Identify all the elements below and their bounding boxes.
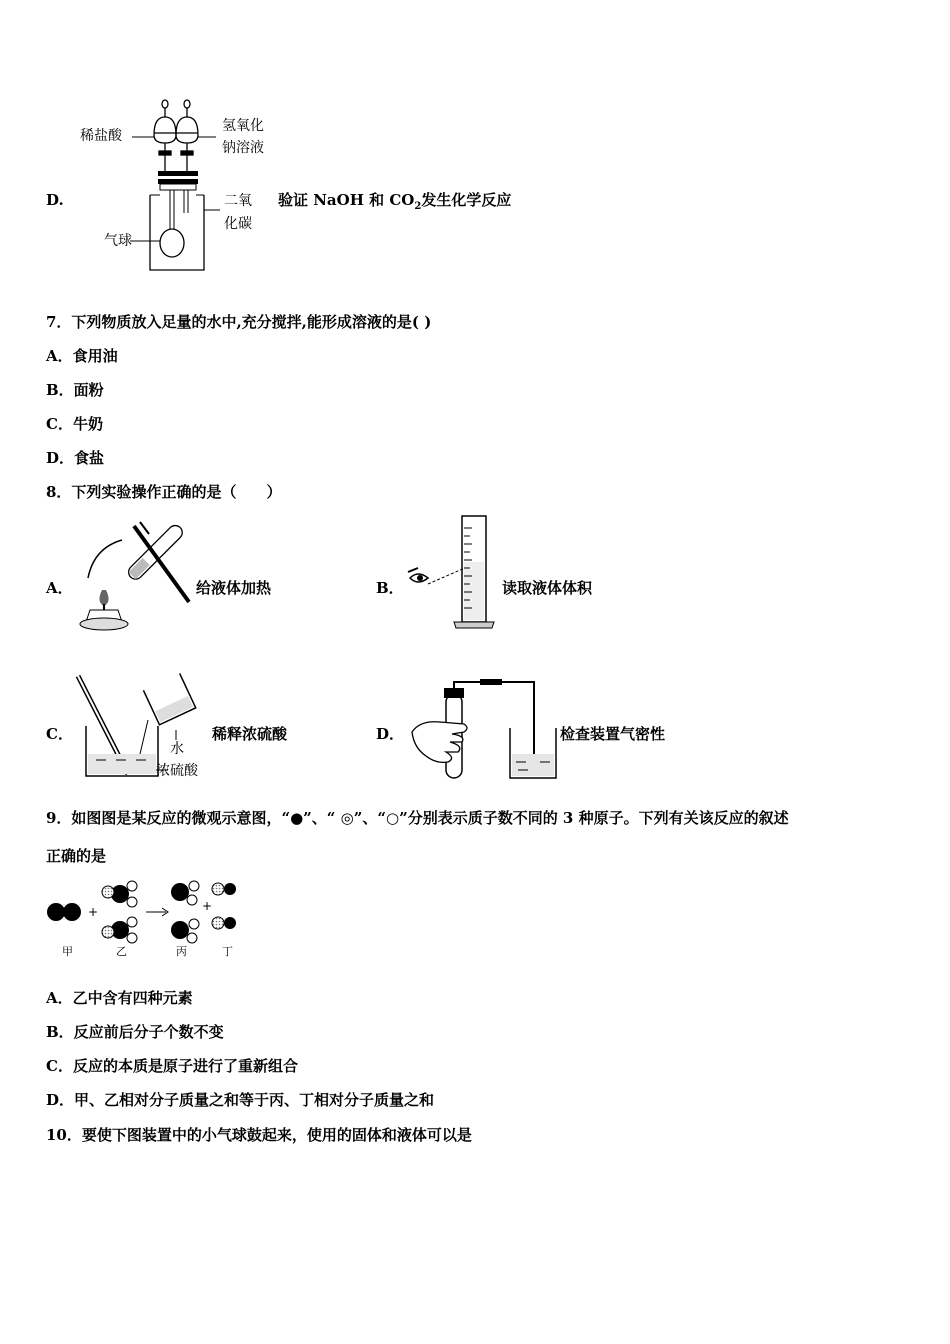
q8-c-label-acid: 浓硫酸 (156, 763, 198, 779)
q9-option-c: C．反应的本质是原子进行了重新组合 (46, 1057, 298, 1075)
q9-label-bing: 丙 (176, 945, 187, 958)
q8-graduated-cylinder-figure (404, 512, 504, 632)
q9-plus-2: + (202, 899, 213, 913)
q6-option-d-text-post: 发生化学反应 (421, 191, 512, 209)
q6-label-naoh-line2: 钠溶液 (222, 140, 264, 156)
q8-option-c-text: 稀释浓硫酸 (212, 725, 288, 743)
q9-stem-line1: 9．如图图是某反应的微观示意图，“●”、“ ◎”、“○”分别表示质子数不同的 3 种原子。下列有关该反应的叙述 (46, 809, 789, 827)
q9-label-jia: 甲 (62, 945, 73, 958)
q8-heating-figure (74, 518, 194, 634)
q8-option-d-text: 检查装置气密性 (560, 725, 666, 743)
q9-label-ding: 丁 (222, 945, 233, 958)
q6-option-d-text (278, 190, 511, 217)
q9-stem-line2: 正确的是 (46, 847, 107, 865)
q6-option-d-text-pre: 验证 NaOH 和 CO (278, 191, 415, 209)
q8-airtightness-figure (406, 672, 562, 782)
q7-option-a: A．食用油 (46, 347, 118, 365)
q8-stem: 8．下列实验操作正确的是（ ） (46, 483, 282, 501)
q6-label-co2-line1: 二氧 (224, 193, 252, 209)
q6-label-naoh-line1: 氢氧化 (222, 118, 264, 134)
q8-option-c-letter: C． (46, 725, 73, 743)
q7-option-c: C．牛奶 (46, 415, 103, 433)
q8-option-a-letter: A． (46, 579, 73, 597)
q10-stem: 10．要使下图装置中的小气球鼓起来，使用的固体和液体可以是 (46, 1126, 472, 1144)
q9-plus-1: + (88, 905, 99, 919)
q8-option-b-letter: B． (376, 579, 404, 597)
q6-option-d-letter: D. (46, 191, 64, 209)
q8-option-d-letter: D． (376, 725, 405, 743)
q9-option-d: D．甲、乙相对分子质量之和等于丙、丁相对分子质量之和 (46, 1091, 435, 1109)
q9-label-yi: 乙 (116, 945, 127, 958)
q7-option-d: D．食盐 (46, 449, 105, 467)
q8-c-label-water: 水 (170, 741, 184, 757)
q9-option-b: B．反应前后分子个数不变 (46, 1023, 224, 1041)
q7-stem: 7．下列物质放入足量的水中,充分搅拌,能形成溶液的是( ) (46, 313, 432, 331)
q7-option-b: B．面粉 (46, 381, 104, 399)
q6-label-balloon: 气球 (104, 233, 132, 249)
q6-label-co2-line2: 化碳 (224, 216, 252, 232)
q8-option-a-text: 给液体加热 (196, 579, 272, 597)
q9-option-a: A．乙中含有四种元素 (46, 989, 193, 1007)
q6-option-d-text-sub: 2 (414, 201, 422, 212)
q8-option-b-text: 读取液体体积 (502, 579, 593, 597)
q6-label-hcl: 稀盐酸 (80, 128, 122, 144)
